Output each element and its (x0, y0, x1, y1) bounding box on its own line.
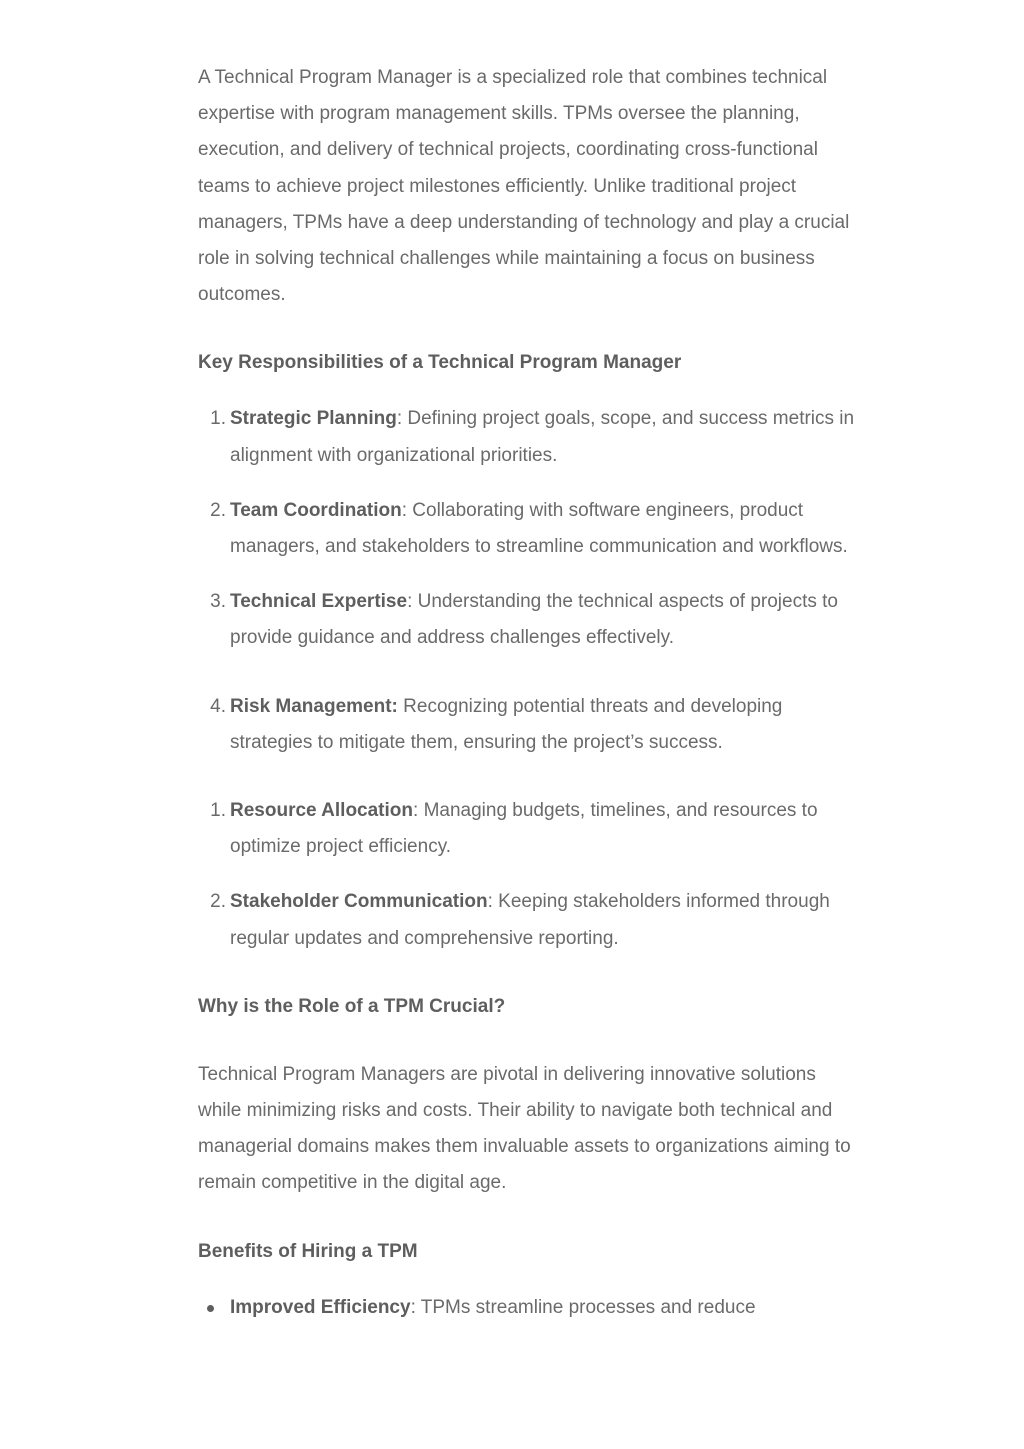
list-item (198, 1290, 858, 1326)
list-number: 2. (210, 891, 226, 913)
list-number: 2. (210, 499, 226, 521)
list-item-text: : TPMs streamline processes and reduce (410, 1296, 756, 1318)
list-item-term: Technical Expertise (230, 591, 408, 613)
bullet-dot-icon (207, 1305, 214, 1312)
list-item-term: Resource Allocation (230, 800, 414, 822)
list-item-text: : Keeping stakeholders informed through regular updates and comprehensive reporting. (230, 891, 830, 949)
benefits-list (198, 1290, 858, 1326)
list-item-term: Strategic Planning (230, 408, 397, 430)
list-item-text: Recognizing potential threats and developing strategies to mitigate them, ensuring the project’s success. (230, 695, 783, 753)
list-number: 4. (210, 695, 226, 717)
list-item-text: : Defining project goals, scope, and success metrics in alignment with organizational priorities. (230, 408, 855, 466)
responsibilities-heading: Key Responsibilities of a Technical Program Manager (198, 352, 682, 374)
list-item-term: Stakeholder Communication (230, 891, 488, 913)
list-item-term: Team Coordination (230, 499, 402, 521)
list-item (198, 401, 858, 473)
intro-paragraph: A Technical Program Manager is a specialized role that combines technical expertise with program management skills. TPMs oversee the planning, execution, and delivery of technical projects, coordinating cross-functional teams to achieve project milestones efficiently. Unlike traditional project managers, TPMs have a deep understanding of technology and play a crucial role in solving technical challenges while maintaining a focus on business outcomes. (198, 67, 850, 306)
list-number: 1. (210, 408, 226, 430)
list-number: 3. (210, 591, 226, 613)
list-number: 1. (210, 800, 226, 822)
list-item (198, 884, 858, 956)
list-item (198, 493, 858, 565)
benefits-heading: Benefits of Hiring a TPM (198, 1240, 418, 1262)
list-item-text: : Managing budgets, timelines, and resources to optimize project efficiency. (230, 800, 818, 858)
crucial-heading: Why is the Role of a TPM Crucial? (198, 995, 506, 1017)
article-body (198, 60, 858, 1326)
responsibilities-list-b (198, 689, 858, 761)
list-item-text: : Understanding the technical aspects of projects to provide guidance and address challenges effectively. (230, 591, 838, 649)
list-item-term: Improved Efficiency (230, 1296, 411, 1318)
list-item (198, 689, 858, 761)
responsibilities-list-a (198, 401, 858, 656)
list-item (198, 793, 858, 865)
responsibilities-list-c (198, 793, 858, 957)
crucial-paragraph: Technical Program Managers are pivotal in delivering innovative solutions while minimizing risks and costs. Their ability to navigate both technical and managerial domains makes them invaluable assets to organizations aiming to remain competitive in the digital age. (198, 1063, 851, 1194)
list-item (198, 584, 858, 656)
list-item-text: : Collaborating with software engineers, product managers, and stakeholders to streamline communication and workflows. (230, 499, 848, 558)
list-item-term: Risk Management: (230, 695, 398, 717)
